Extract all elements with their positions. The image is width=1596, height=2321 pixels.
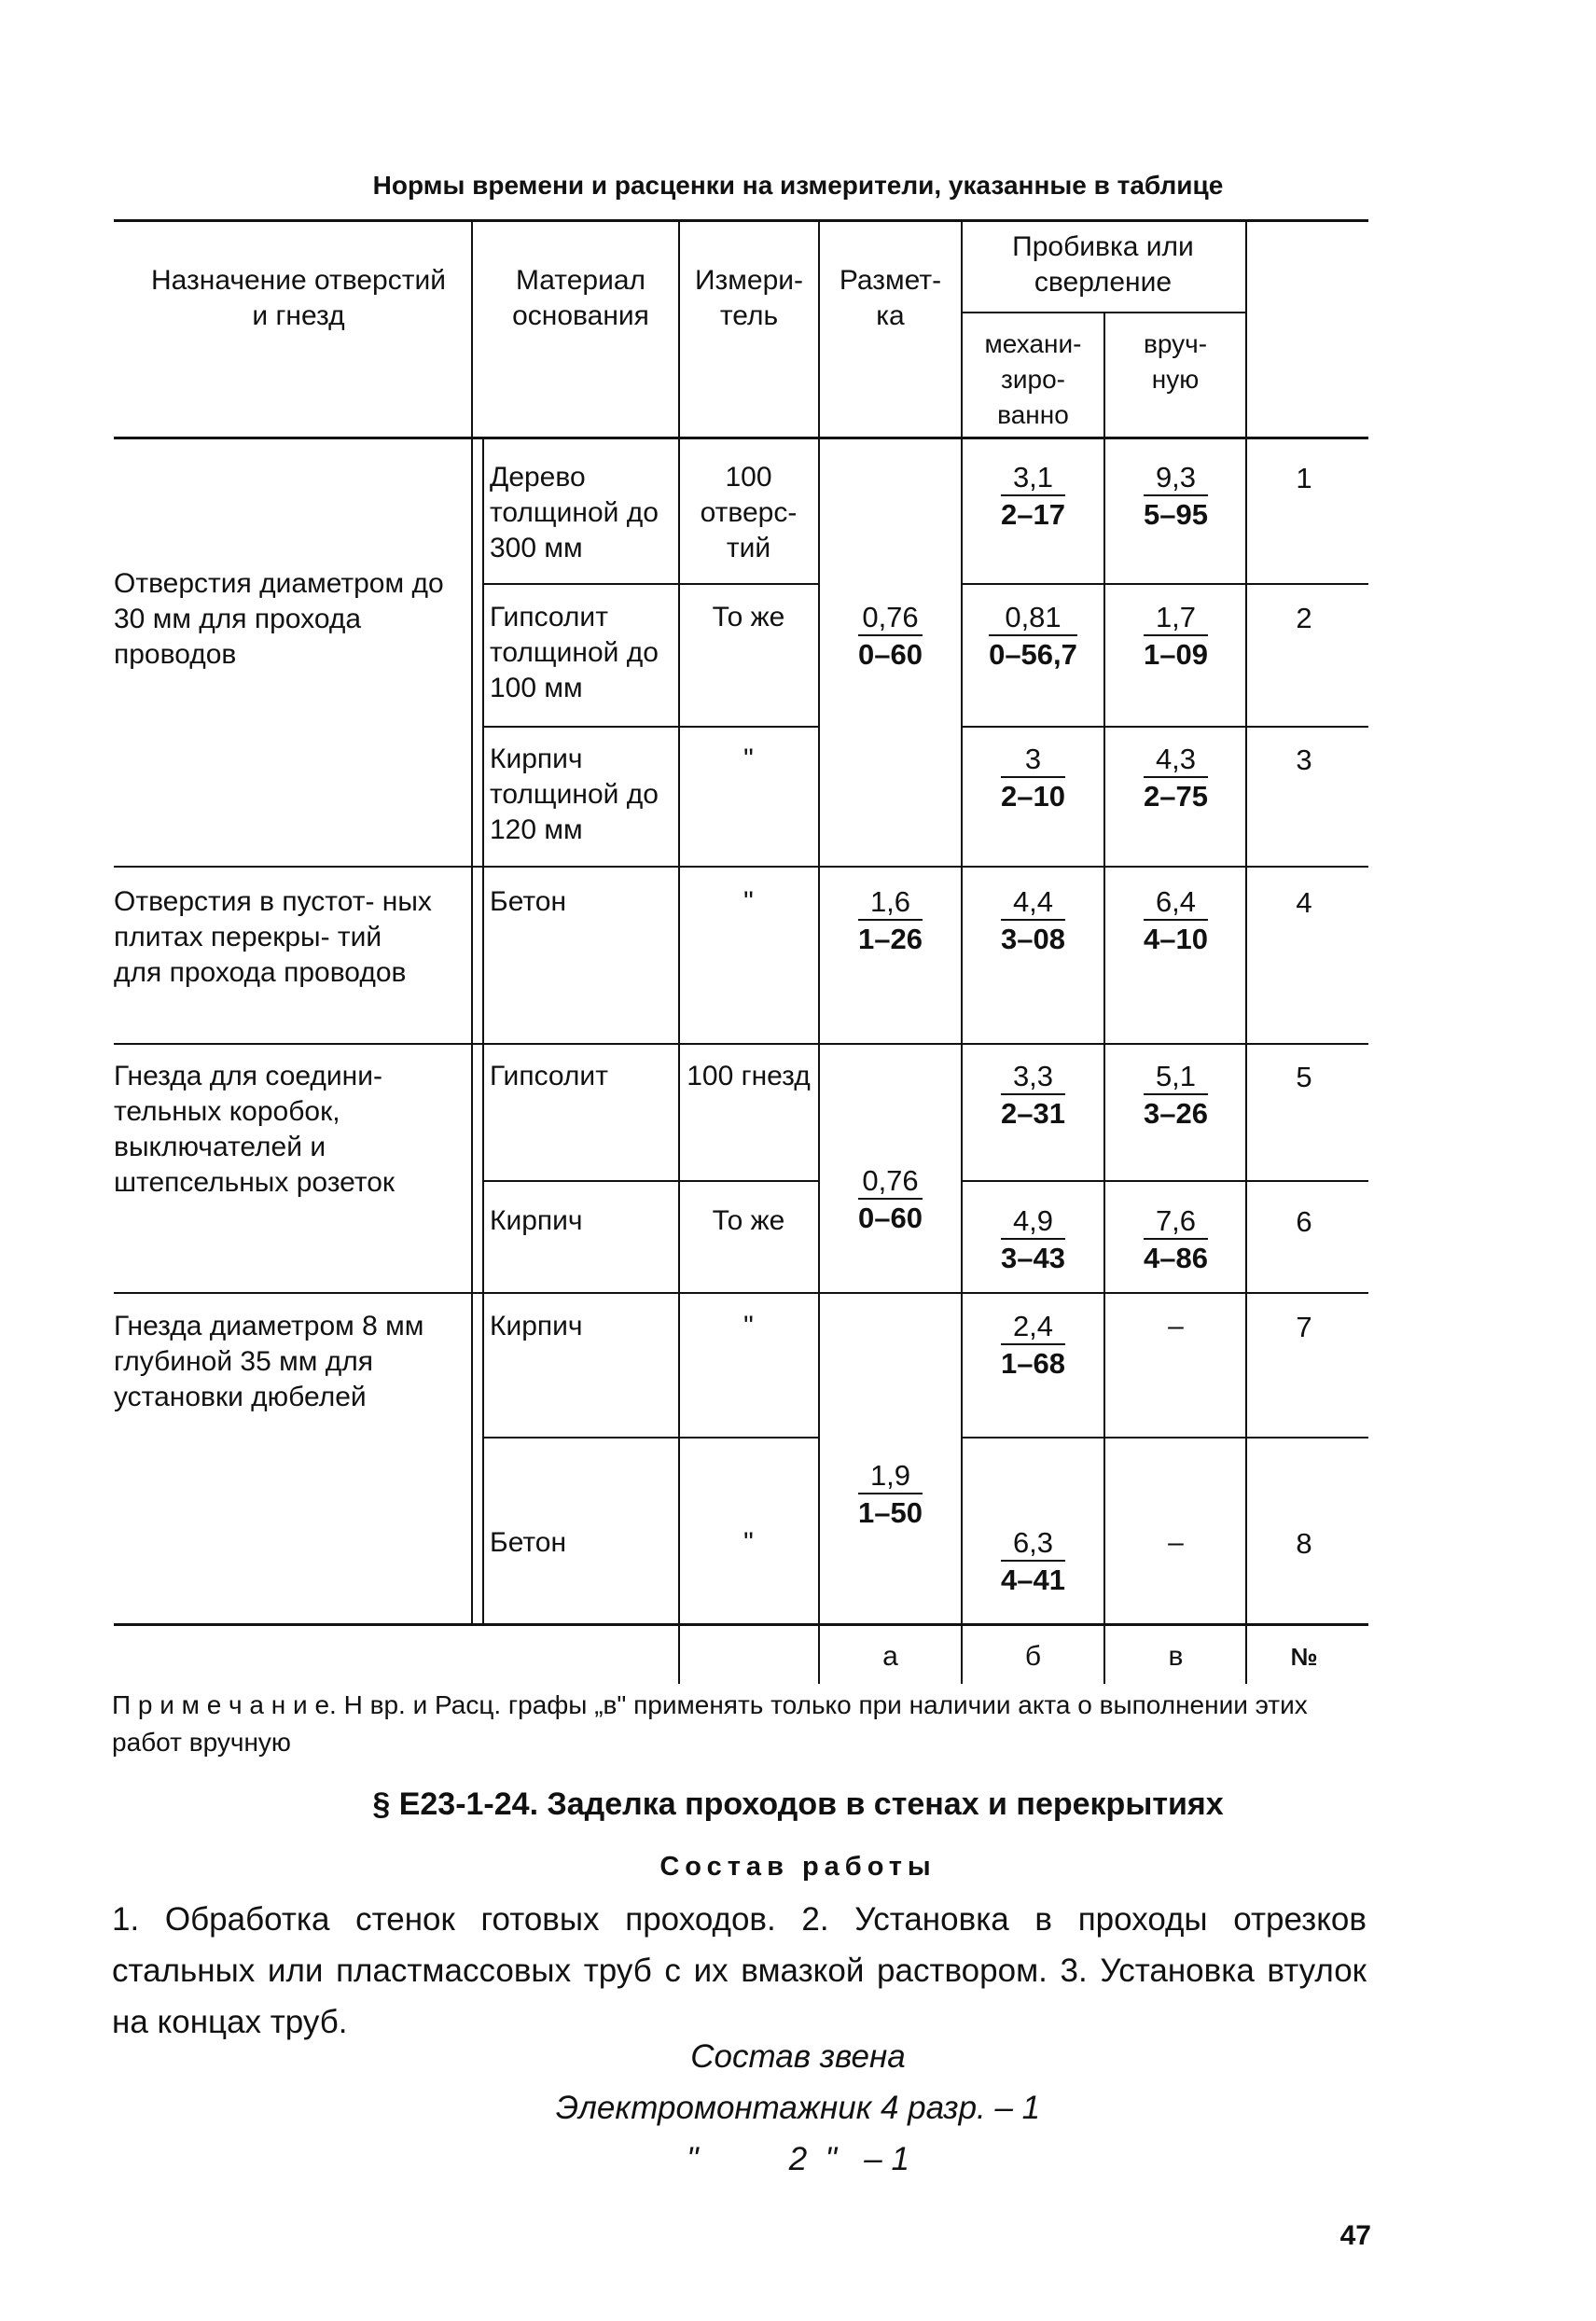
table-row-5-unit: 100 гнезд — [687, 1061, 811, 1091]
crew-line-2: " 2 " – 1 — [687, 2141, 909, 2177]
table-row-2-mech: $\frac{0,81}{0-56,7}$ — [989, 601, 1077, 671]
table-row-8-unit: " — [743, 1527, 754, 1558]
table-row-2-unit: То же — [712, 602, 785, 632]
header-material: Материал основания — [512, 265, 649, 331]
table-row-7-mech: $\frac{2,4}{1-68}$ — [1001, 1310, 1065, 1380]
group-purpose-2: Отверстия в пустот- ных плитах перекры- тий для прохода проводов — [114, 886, 432, 988]
table-row-8-material: Бетон — [490, 1527, 567, 1558]
row-rule-5 — [482, 1180, 818, 1182]
group-purpose-3: Гнезда для соедини- тельных коробок, выключателей и штепсельных розеток — [114, 1061, 396, 1198]
header-manual: вруч- ную — [1143, 329, 1208, 394]
col-line-6 — [1245, 219, 1247, 1684]
table-row-3-material: Кирпич толщиной до 120 мм — [490, 744, 659, 845]
table-row-7-material: Кирпич — [490, 1311, 583, 1341]
footer-col-no: № — [1290, 1643, 1318, 1671]
footer-col-a: а — [882, 1641, 898, 1672]
group-rule-3 — [114, 1292, 1368, 1294]
table-row-3-mech: $\frac{3}{2-10}$ — [1001, 743, 1065, 813]
row-rule-7b — [961, 1437, 1368, 1438]
col-line-1b — [482, 437, 484, 1623]
table-row-7-no: 7 — [1296, 1311, 1312, 1343]
table-row-3-unit: " — [743, 744, 754, 774]
marking-value-1: $\frac{0,76}{0-60}$ — [858, 601, 923, 671]
table-row-1-manual: $\frac{9,3}{5-95}$ — [1144, 461, 1208, 531]
table-row-5-manual: $\frac{5,1}{3-26}$ — [1144, 1060, 1208, 1130]
table-bottom-rule — [114, 1623, 1368, 1626]
footer-col-v: в — [1168, 1641, 1184, 1672]
row-rule-2b — [961, 726, 1368, 728]
col-line-4 — [961, 219, 963, 1684]
table-row-7-manual: – — [1168, 1311, 1184, 1341]
table-row-2-no: 2 — [1296, 602, 1312, 634]
table-row-5-mech: $\frac{3,3}{2-31}$ — [1001, 1060, 1065, 1130]
row-rule-1 — [482, 583, 818, 585]
work-composition-text: 1. Обработка стенок готовых проходов. 2. Установка в проходы отрезков стальных или пластмассовых труб с их вмазкой раствором. 3. Установка втулок на концах труб. — [112, 1901, 1367, 2040]
table-top-rule — [114, 219, 1368, 222]
table-row-2-material: Гипсолит толщиной до 100 мм — [490, 602, 659, 703]
section-title: § Е23-1-24. Заделка проходов в стенах и перекрытиях — [372, 1786, 1224, 1822]
group-rule-2 — [114, 1043, 1368, 1045]
marking-value-3: $\frac{0,76}{0-60}$ — [858, 1164, 923, 1234]
table-row-8-no: 8 — [1296, 1527, 1312, 1560]
header-purpose: Назначение отверстий и гнезд — [150, 265, 446, 331]
table-row-5-material: Гипсолит — [490, 1061, 608, 1091]
table-row-1-mech: $\frac{3,1}{2-17}$ — [1001, 461, 1065, 531]
header-marking: Размет- ка — [839, 265, 942, 331]
group-purpose-1: Отверстия диаметром до 30 мм для прохода проводов — [114, 568, 444, 670]
table-row-7-unit: " — [743, 1311, 754, 1341]
header-unit: Измери- тель — [694, 265, 804, 331]
row-rule-7 — [482, 1437, 818, 1438]
table-row-4-no: 4 — [1296, 886, 1312, 919]
group-purpose-4: Гнезда диаметром 8 мм глубиной 35 мм для установки дюбелей — [114, 1311, 424, 1412]
row-rule-2 — [482, 726, 818, 728]
row-rule-5b — [961, 1180, 1368, 1182]
table-row-1-no: 1 — [1296, 462, 1312, 494]
header-punch: Пробивка или сверление — [1012, 231, 1194, 298]
table-row-3-manual: $\frac{4,3}{2-75}$ — [1144, 743, 1208, 813]
marking-value-2: $\frac{1,6}{1-26}$ — [858, 885, 923, 955]
table-row-4-manual: $\frac{6,4}{4-10}$ — [1144, 885, 1208, 955]
table-row-1-material: Дерево толщиной до 300 мм — [490, 462, 659, 563]
table-row-6-material: Кирпич — [490, 1205, 583, 1236]
table-row-3-no: 3 — [1296, 744, 1312, 776]
header-bottom-rule — [114, 437, 1368, 439]
table-row-6-manual: $\frac{7,6}{4-86}$ — [1144, 1204, 1208, 1274]
table-row-6-no: 6 — [1296, 1205, 1312, 1238]
table-row-5-no: 5 — [1296, 1061, 1312, 1093]
table-row-4-unit: " — [743, 886, 754, 917]
table-row-1-unit: 100 отверс- тий — [700, 462, 798, 563]
footer-col-b: б — [1024, 1641, 1042, 1672]
table-row-8-manual: – — [1168, 1527, 1184, 1558]
col-line-2 — [678, 219, 680, 1684]
page-number: 47 — [1339, 2220, 1371, 2251]
marking-value-4: $\frac{1,9}{1-50}$ — [858, 1459, 923, 1529]
table-row-8-mech: $\frac{6,3}{4-41}$ — [1001, 1526, 1065, 1596]
crew-line-1: Электромонтажник 4 разр. – 1 — [555, 2090, 1041, 2126]
table-row-2-manual: $\frac{1,7}{1-09}$ — [1144, 601, 1208, 671]
table-caption: Нормы времени и расценки на измерители, указанные в таблице — [372, 171, 1224, 200]
table-row-6-mech: $\frac{4,9}{3-43}$ — [1001, 1204, 1065, 1274]
table-note: П р и м е ч а н и е. Н вр. и Расц. графы „в" применять только при наличии акта о выполнении этих работ вручную — [112, 1690, 1308, 1757]
table-row-4-material: Бетон — [490, 886, 567, 917]
group-rule-1 — [114, 866, 1368, 868]
work-composition-title: Состав работы — [659, 1852, 937, 1882]
col-line-3 — [818, 219, 820, 1684]
row-rule-1b — [961, 583, 1368, 585]
header-mech: механи- зиро- ванно — [984, 329, 1082, 429]
table-row-4-mech: $\frac{4,4}{3-08}$ — [1001, 885, 1065, 955]
table-row-6-unit: То же — [712, 1205, 785, 1236]
col-line-5 — [1103, 312, 1105, 1684]
crew-title: Состав звена — [690, 2038, 906, 2075]
